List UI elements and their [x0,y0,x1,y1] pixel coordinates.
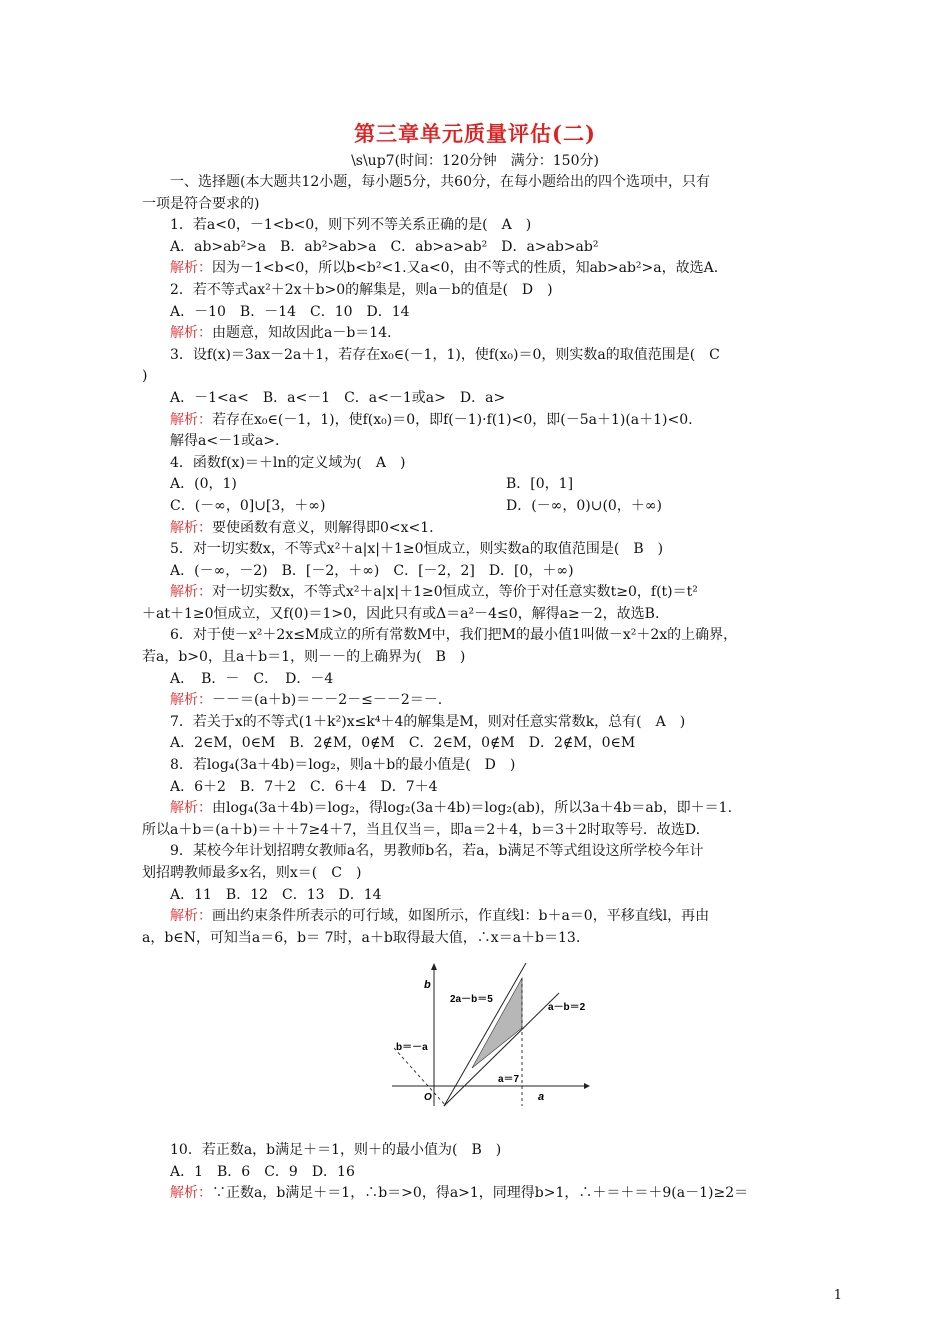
line-text: ∵正数a，b满足＋＝1，∴b＝>0，得a>1，同理得b>1，∴＋＝＋＝＋9(a－1)≥2＝ [212,1185,749,1202]
analysis-label: 解析： [170,260,212,277]
text-line [142,755,822,777]
line-b-neg-a [394,1048,446,1106]
line-text: A．(－∞，－2) B．[－2，＋∞) C．[－2，2] D．[0，＋∞) [170,562,574,579]
line-text: A．11 B．12 C．13 D．14 [170,886,382,903]
analysis-label: 解析： [170,411,212,428]
text-line [142,820,822,842]
text-line [142,345,822,367]
text-line [142,323,822,345]
analysis-label: 解析： [170,800,212,817]
line-text: 因为－1<b<0，所以b<b²<1.又a<0，由不等式的性质，知ab>ab²>a，故选A. [212,260,719,277]
question-10-block [142,1140,822,1205]
line-text: 由题意，知故因此a－b＝14. [212,325,392,342]
text-line [142,561,822,583]
line-text: 划招聘教师最多x名，则x＝( C ) [142,865,362,881]
text-line [142,215,822,237]
text-line [142,431,822,453]
feasible-region-figure [384,958,594,1108]
document-body [142,172,822,949]
text-line [142,474,822,496]
line-text: A．－10 B．－14 C．10 D．14 [170,303,410,320]
text-line [142,777,822,799]
text-line [142,690,822,712]
text-line [142,280,822,302]
option-text: D．(－∞，0)∪(0，＋∞) [506,497,662,514]
line-a-b-2 [444,993,559,1106]
line-text: 解得a<－1或a>. [170,433,280,450]
text-line [142,172,822,194]
analysis-label: 解析： [170,692,212,709]
line-text: 画出约束条件所表示的可行域，如图所示，作直线l：b＋a＝0，平移直线l，再由 [212,908,710,925]
line-text: 1．若a<0，－1<b<0，则下列不等关系正确的是( A ) [170,217,532,234]
figure-label-a-b-2: a－b＝2 [548,1002,586,1013]
line-text: 对一切实数x，不等式x²＋a|x|＋1≥0恒成立，等价于对任意实数t≥0，f(t)＝t² [212,584,698,601]
text-line [142,647,822,669]
line-text: ) [142,368,148,385]
text-line [142,798,822,820]
figure-label-b-axis: b [424,979,431,991]
figure-label-b-neg-a: b＝－a [396,1042,428,1053]
page-number: 1 [833,1288,842,1303]
line-text: A．ab>ab²>a B．ab²>ab>a C．ab>a>ab² D．a>ab>ab² [170,238,599,255]
page-title: 第三章单元质量评估(二) [354,121,596,146]
line-text: 所以a＋b＝(a＋b)＝＋＋7≥4＋7，当且仅当＝，即a＝2＋4，b＝3＋2时取等号．故选D. [142,821,701,838]
text-line [142,604,822,626]
line-text: 2．若不等式ax²＋2x＋b>0的解集是，则a－b的值是( D ) [170,281,553,298]
analysis-label: 解析： [170,325,212,342]
text-line [142,539,822,561]
line-text: A．1 B．6 C．9 D．16 [170,1163,355,1180]
line-text: 一项是符合要求的) [142,195,260,212]
text-line [142,453,822,475]
text-line [142,733,822,755]
line-text: 10．若正数a，b满足＋＝1，则＋的最小值为( B ) [170,1142,502,1158]
text-line [142,885,822,907]
line-text: 由log₄(3a＋4b)＝log₂，得log₂(3a＋4b)＝log₂(ab)，所以3a＋4b＝ab，即＋＝1. [212,800,733,817]
text-line [142,410,822,432]
text-line [142,582,822,604]
analysis-label: 解析： [170,584,212,601]
text-line [142,841,822,863]
line-text: 5．对一切实数x，不等式x²＋a|x|＋1≥0恒成立，则实数a的取值范围是( B ) [170,541,664,558]
option-text: A．(0，1) [170,476,237,493]
line-text: 8．若log₄(3a＋4b)＝log₂，则a＋b的最小值是( D ) [170,757,516,774]
option-text: C．(－∞，0]∪[3，＋∞) [170,497,326,514]
line-text: 6．对于使－x²＋2x≤M成立的所有常数M中，我们把M的最小值1叫做－x²＋2x的上确界， [170,627,738,644]
text-line [142,906,822,928]
text-line [142,863,822,885]
line-text: A． B．－ C． D．－4 [170,670,334,687]
analysis-label: 解析： [170,908,212,925]
text-line [142,258,822,280]
text-line [142,388,822,410]
figure-label-a-axis: a [538,1091,545,1103]
figure-label-origin: O [424,1092,432,1103]
page-subtitle: \s\up7(时间：120分钟 满分：150分) [351,153,599,169]
text-line [142,302,822,324]
text-line [142,1140,822,1162]
line-text: A．－1<a< B．a<－1 C．a<－1或a> D．a> [170,389,506,406]
analysis-label: 解析： [170,1185,212,1202]
line-text: 4．函数f(x)＝＋ln的定义域为( A ) [170,454,406,471]
line-text: 一、选择题(本大题共12小题，每小题5分，共60分，在每小题给出的四个选项中，只有 [170,174,710,190]
text-line [142,237,822,259]
text-line [142,625,822,647]
option-text: B．[0，1] [506,476,574,493]
line-text: 9．某校今年计划招聘女教师a名，男教师b名，若a，b满足不等式组设这所学校今年计 [170,843,704,860]
text-line [142,496,822,518]
line-text: －－＝(a＋b)＝－－2－≤－－2＝－. [212,692,443,709]
text-line [142,1183,822,1205]
text-line [142,194,822,216]
analysis-label: 解析： [170,519,212,536]
figure-label-a-7: a＝7 [498,1074,520,1085]
line-text: 若a，b>0，且a＋b＝1，则－－的上确界为( B ) [142,649,466,666]
line-text: A．2∈M，0∈M B．2∉M，0∉M C．2∈M，0∉M D．2∉M，0∈M [170,735,636,752]
line-text: a，b∈N，可知当a＝6，b＝ 7时，a＋b取得最大值，∴x＝a＋b＝13. [142,929,581,946]
text-line [142,518,822,540]
text-line [142,669,822,691]
line-text: A．6＋2 B．7＋2 C．6＋4 D．7＋4 [170,778,438,795]
figure-label-2a-b-5: 2a－b＝5 [450,994,493,1005]
text-line [142,1162,822,1184]
text-line [142,712,822,734]
line-text: ＋at＋1≥0恒成立，又f(0)＝1>0，因此只有或Δ＝a²－4≤0，解得a≥－2，故选B. [142,605,660,622]
text-line [142,928,822,950]
text-line [142,366,822,388]
line-text: 3．设f(x)＝3ax－2a＋1，若存在x₀∈(－1，1)，使f(x₀)＝0，则实数a的取值范围是( C [170,346,720,363]
line-text: 若存在x₀∈(－1，1)，使f(x₀)＝0，即f(－1)·f(1)<0，即(－5a＋1)(a＋1)<0. [212,411,693,428]
line-text: 要使函数有意义，则解得即0<x<1. [212,519,434,536]
line-text: 7．若关于x的不等式(1＋k²)x≤k⁴＋4的解集是M，则对任意实常数k，总有( A ) [170,713,686,730]
